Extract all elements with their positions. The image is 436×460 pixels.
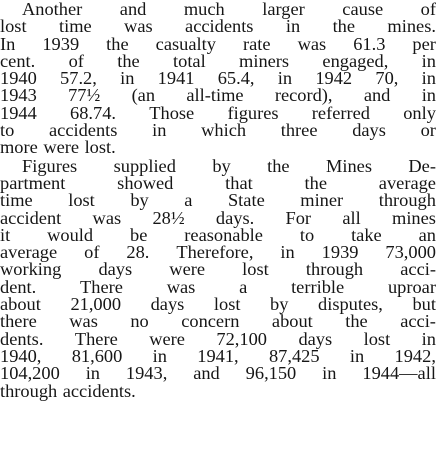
word: lost	[242, 259, 269, 280]
word: in	[277, 68, 293, 89]
word: Therefore,	[176, 242, 254, 263]
word: in	[280, 242, 295, 263]
word: 72,100	[216, 328, 267, 349]
text-line	[0, 192, 436, 209]
paragraph	[0, 155, 436, 401]
word: miners	[239, 50, 290, 71]
word: were	[43, 137, 80, 158]
text-line	[0, 244, 436, 261]
word: For	[285, 207, 312, 228]
word: (an	[131, 85, 156, 106]
word: Mines	[326, 155, 372, 176]
word: in	[120, 68, 135, 89]
word: mines.	[387, 16, 436, 37]
word: by	[212, 155, 231, 176]
word: accidents	[185, 16, 254, 37]
word: days	[150, 294, 185, 315]
word: a	[184, 190, 193, 211]
word: 1941	[157, 68, 195, 89]
word: 1944	[0, 102, 37, 123]
word: days	[352, 120, 386, 141]
word: all	[342, 207, 361, 228]
word: miner	[300, 190, 344, 211]
word: of	[84, 242, 100, 263]
word: 65.4,	[217, 68, 255, 89]
word: of	[420, 0, 436, 19]
word: much	[183, 0, 225, 19]
word: accident	[0, 207, 62, 228]
word: accidents	[49, 120, 118, 141]
word: through	[0, 380, 58, 401]
word: dents.	[0, 328, 44, 349]
word: the	[106, 33, 129, 54]
word: Those	[149, 102, 195, 123]
word: the	[345, 311, 368, 332]
word: in	[349, 345, 365, 366]
word: in	[421, 85, 436, 106]
word: accidents.	[62, 380, 136, 401]
word: disputes,	[318, 294, 383, 315]
text-line	[0, 365, 436, 382]
word: There	[80, 276, 123, 297]
word: lost	[363, 328, 391, 349]
word: 1939	[321, 242, 359, 263]
word: only	[403, 102, 436, 123]
word: were	[169, 259, 206, 280]
word: concern	[181, 311, 240, 332]
word: 73,000	[385, 242, 436, 263]
word: would	[47, 224, 94, 245]
word: Figures	[22, 155, 78, 176]
word: engaged,	[322, 50, 389, 71]
word: average	[378, 172, 436, 193]
word: dent.	[0, 276, 37, 297]
word: the	[117, 50, 140, 71]
word: was	[92, 207, 122, 228]
word: all-time	[186, 85, 244, 106]
word: or	[420, 120, 436, 141]
word: 21,000	[70, 294, 122, 315]
word: supplied	[113, 155, 176, 176]
word: in	[152, 345, 167, 366]
word: De-	[408, 155, 436, 176]
word: 1942	[315, 68, 353, 89]
word: in	[322, 363, 337, 384]
word: days.	[215, 207, 255, 228]
word: 68.74.	[70, 102, 117, 123]
word: and	[119, 0, 147, 19]
word: 70,	[375, 68, 399, 89]
word: acci-	[400, 259, 436, 280]
word: 96,150	[245, 363, 297, 384]
word: working	[0, 259, 62, 280]
word: per	[412, 33, 436, 54]
word: take	[351, 224, 382, 245]
word: 87,425	[268, 345, 320, 366]
word: a	[239, 276, 248, 297]
word: Another	[22, 0, 83, 19]
word: in	[152, 120, 167, 141]
word: rate	[242, 33, 271, 54]
word: referred	[311, 102, 370, 123]
word: was	[69, 311, 98, 332]
word: to	[0, 120, 15, 141]
text-line	[0, 172, 436, 193]
word: lost.	[84, 137, 116, 158]
word: and	[363, 85, 391, 106]
word: 28½	[152, 207, 185, 228]
word: time	[0, 190, 33, 211]
paragraph	[0, 1, 436, 157]
word: average	[0, 242, 58, 263]
word: 104,200	[0, 363, 60, 384]
word: an	[418, 224, 436, 245]
word: 1943,	[125, 363, 168, 384]
word: total	[173, 50, 206, 71]
word: acci-	[400, 311, 436, 332]
word: in	[421, 68, 436, 89]
word: be	[130, 224, 148, 245]
word: which	[201, 120, 247, 141]
text-line	[0, 18, 436, 35]
text-line	[0, 87, 436, 104]
word: terrible	[291, 276, 345, 297]
word: of	[68, 50, 84, 71]
word: lost	[68, 190, 95, 211]
word: days	[98, 259, 133, 280]
word: in	[421, 50, 436, 71]
word: in	[285, 16, 301, 37]
word: that	[225, 172, 253, 193]
text-line	[0, 380, 436, 401]
word: through	[378, 190, 436, 211]
word: was	[166, 276, 196, 297]
word: cent.	[0, 50, 36, 71]
word: there	[0, 311, 37, 332]
word: to	[299, 224, 315, 245]
word: time	[58, 16, 92, 37]
word: figures	[227, 102, 279, 123]
word: 28.	[126, 242, 150, 263]
word: through	[305, 259, 364, 280]
word: 1943	[0, 85, 37, 106]
word: the	[332, 16, 356, 37]
word: it	[0, 224, 11, 245]
word: In	[0, 33, 16, 54]
word: 57.2,	[60, 68, 97, 89]
word: State	[227, 190, 265, 211]
word: 61.3	[353, 33, 386, 54]
word: reasonable	[184, 224, 263, 245]
word: casualty	[155, 33, 216, 54]
word: lost	[0, 16, 27, 37]
text-line	[0, 139, 436, 156]
word: the	[267, 155, 290, 176]
word: three	[280, 120, 318, 141]
word: was	[297, 33, 327, 54]
word: mines	[392, 207, 436, 228]
word: by	[270, 294, 289, 315]
word: There	[74, 328, 118, 349]
word: partment	[0, 172, 66, 193]
word: cause	[342, 0, 384, 19]
word: larger	[262, 0, 305, 19]
word: 1939	[42, 33, 80, 54]
word: 81,600	[71, 345, 123, 366]
word: 1944—all	[362, 363, 436, 384]
word: by	[130, 190, 149, 211]
word: was	[124, 16, 153, 37]
word: lost	[213, 294, 241, 315]
word: the	[304, 172, 327, 193]
word: showed	[117, 172, 174, 193]
word: no	[130, 311, 149, 332]
text-line	[0, 155, 436, 176]
word: in	[421, 328, 436, 349]
word: more	[0, 137, 38, 158]
word: 1940,	[0, 345, 42, 366]
word: in	[85, 363, 100, 384]
word: about	[0, 294, 41, 315]
word: were	[149, 328, 185, 349]
word: 77½	[68, 85, 101, 106]
word: 1940	[0, 68, 37, 89]
word: 1942,	[394, 345, 436, 366]
text-line	[0, 261, 436, 278]
word: 1941,	[197, 345, 239, 366]
word: record),	[274, 85, 333, 106]
word: about	[271, 311, 313, 332]
word: days	[298, 328, 333, 349]
word: and	[193, 363, 220, 384]
word: but	[412, 294, 436, 315]
word: uproar	[387, 276, 436, 297]
